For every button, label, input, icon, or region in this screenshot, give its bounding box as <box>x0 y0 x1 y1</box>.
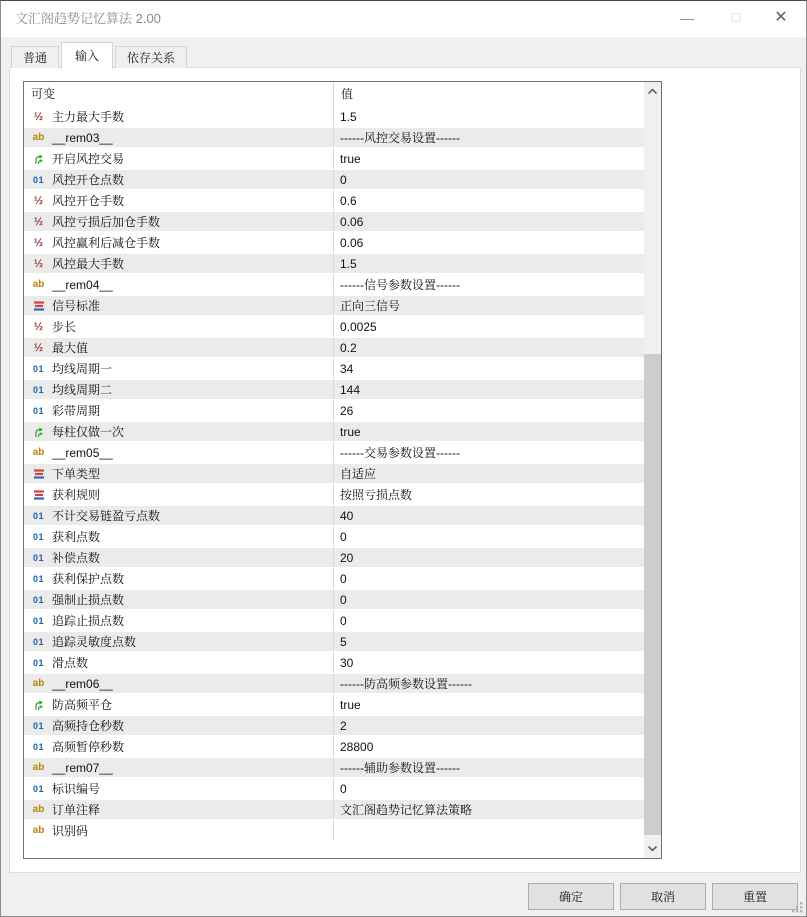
parameter-name-cell <box>24 758 333 777</box>
int-type-icon: 01 <box>32 363 44 374</box>
parameter-name-cell <box>24 380 333 399</box>
parameter-value-cell[interactable] <box>333 400 644 421</box>
parameter-name: 风控开仓点数 <box>52 173 125 187</box>
parameter-row[interactable] <box>24 568 644 589</box>
parameter-row[interactable] <box>24 757 644 778</box>
parameter-name-cell <box>24 674 333 693</box>
ok-button[interactable]: 确定 <box>528 883 614 910</box>
parameter-value-cell[interactable] <box>333 358 644 379</box>
parameter-row[interactable] <box>24 400 644 421</box>
int-type-icon: 01 <box>32 741 44 752</box>
int-type-icon: 01 <box>32 594 44 605</box>
tab-dependencies[interactable]: 依存关系 <box>115 46 187 68</box>
parameter-value: 0 <box>340 529 347 544</box>
parameter-value: 0.06 <box>340 214 364 229</box>
parameter-name: 彩带周期 <box>52 404 101 418</box>
parameter-value: ------风控交易设置------ <box>340 131 460 145</box>
close-icon: ✕ <box>774 9 788 26</box>
parameter-value-cell[interactable] <box>333 820 644 841</box>
parameter-name-cell <box>24 422 333 441</box>
parameter-name-cell <box>24 254 333 273</box>
int-type-icon: 01 <box>32 636 44 647</box>
parameter-row[interactable] <box>24 694 644 715</box>
parameter-value-cell[interactable] <box>333 484 644 505</box>
parameter-row[interactable] <box>24 379 644 400</box>
cancel-button[interactable]: 取消 <box>620 883 706 910</box>
parameter-name: 不计交易链盈亏点数 <box>52 509 161 523</box>
parameter-name-cell <box>24 694 333 715</box>
resize-grip-icon[interactable] <box>791 901 803 913</box>
parameter-name: 追踪止损点数 <box>52 614 125 628</box>
parameter-name-cell <box>24 212 333 231</box>
parameter-row[interactable] <box>24 148 644 169</box>
parameter-name: 获利点数 <box>52 530 101 544</box>
parameter-value-cell[interactable] <box>333 128 644 147</box>
parameter-value: 5 <box>340 634 347 649</box>
string-type-icon: ab <box>32 678 45 689</box>
parameter-row[interactable] <box>24 274 644 295</box>
parameter-name-cell <box>24 296 333 315</box>
parameter-value-cell[interactable] <box>333 380 644 399</box>
parameter-value-cell[interactable] <box>333 442 644 463</box>
string-type-icon: ab <box>32 762 45 773</box>
parameter-name-cell <box>24 632 333 651</box>
parameter-name-cell <box>24 232 333 253</box>
parameter-name: 识别码 <box>52 824 89 838</box>
parameter-row[interactable] <box>24 421 644 442</box>
parameter-name: 追踪灵敏度点数 <box>52 635 137 649</box>
parameter-name: 均线周期二 <box>52 383 113 397</box>
tab-common[interactable]: 普通 <box>11 46 59 68</box>
parameter-row[interactable] <box>24 652 644 673</box>
scroll-up-button[interactable] <box>644 82 661 101</box>
string-type-icon: ab <box>32 279 45 290</box>
maximize-icon: ☐ <box>730 11 742 25</box>
string-type-icon: ab <box>32 825 45 836</box>
column-header-variable: 可变 <box>31 87 56 101</box>
parameter-name-cell <box>24 464 333 483</box>
parameter-name-cell <box>24 400 333 421</box>
title-bar <box>1 1 806 37</box>
parameter-name-cell <box>24 128 333 147</box>
parameter-name: 最大值 <box>52 341 89 355</box>
chevron-up-icon <box>648 89 657 94</box>
parameter-row[interactable] <box>24 631 644 652</box>
parameter-value: ------信号参数设置------ <box>340 278 460 292</box>
parameter-value-cell[interactable] <box>333 716 644 735</box>
enum-type-icon <box>30 489 47 501</box>
parameter-name: __rem07__ <box>52 760 113 775</box>
parameter-value: 0 <box>340 592 347 607</box>
minimize-icon: — <box>680 10 694 26</box>
parameter-name: 均线周期一 <box>52 362 113 376</box>
parameter-value-cell[interactable] <box>333 652 644 673</box>
parameter-value-cell[interactable] <box>333 610 644 631</box>
parameter-name-cell <box>24 506 333 525</box>
parameter-value-cell[interactable] <box>333 190 644 211</box>
parameter-value: 26 <box>340 403 354 418</box>
parameter-value-cell[interactable] <box>333 674 644 693</box>
enum-type-icon <box>30 300 47 312</box>
parameter-value-cell[interactable] <box>333 106 644 127</box>
parameter-value: 2 <box>340 718 347 733</box>
parameter-value: true <box>340 424 361 439</box>
string-type-icon: ab <box>32 132 45 143</box>
parameter-name: 补偿点数 <box>52 551 101 565</box>
parameter-value: 0.6 <box>340 193 357 208</box>
parameter-value: 28800 <box>340 739 374 754</box>
parameter-row[interactable] <box>24 589 644 610</box>
parameter-name-cell <box>24 526 333 547</box>
inputs-tab-page <box>9 67 801 873</box>
string-type-icon: ab <box>32 447 45 458</box>
parameter-name-cell <box>24 820 333 841</box>
parameter-value-cell[interactable] <box>333 422 644 441</box>
parameter-row[interactable] <box>24 442 644 463</box>
parameter-name-cell <box>24 148 333 169</box>
parameter-name-cell <box>24 442 333 463</box>
parameter-name: 风控开仓手数 <box>52 194 125 208</box>
enum-type-icon <box>30 468 47 480</box>
parameter-name: 获利规则 <box>52 488 101 502</box>
parameter-name-cell <box>24 190 333 211</box>
parameter-value-cell[interactable] <box>333 694 644 715</box>
parameter-value: 文汇阁趋势记忆算法策略 <box>340 803 473 817</box>
parameter-value: 按照亏损点数 <box>340 488 413 502</box>
parameter-name-cell <box>24 358 333 379</box>
parameter-row[interactable] <box>24 610 644 631</box>
parameters-table <box>23 81 662 859</box>
parameter-name: 订单注释 <box>52 803 101 817</box>
parameter-name: 下单类型 <box>52 467 101 481</box>
double-type-icon: ½ <box>33 215 44 228</box>
scroll-down-button[interactable] <box>644 839 661 858</box>
parameter-value: ------交易参数设置------ <box>340 446 460 460</box>
parameter-name: 主力最大手数 <box>52 110 125 124</box>
parameter-value-cell[interactable] <box>333 338 644 357</box>
parameter-value-cell[interactable] <box>333 232 644 253</box>
double-type-icon: ½ <box>33 194 44 207</box>
int-type-icon: 01 <box>32 552 44 563</box>
column-header-value: 值 <box>333 82 661 106</box>
parameter-name-cell <box>24 106 333 127</box>
minimize-button[interactable] <box>670 1 704 35</box>
bool-type-icon <box>30 426 47 438</box>
parameter-row[interactable] <box>24 232 644 253</box>
parameter-name-cell <box>24 484 333 505</box>
parameter-value: 144 <box>340 382 361 397</box>
parameter-row[interactable] <box>24 778 644 799</box>
parameter-value-cell[interactable] <box>333 254 644 273</box>
parameter-value: 40 <box>340 508 354 523</box>
tab-inputs[interactable]: 输入 <box>61 42 113 69</box>
double-type-icon: ½ <box>33 236 44 249</box>
parameter-name-cell <box>24 316 333 337</box>
double-type-icon: ½ <box>33 341 44 354</box>
tab-strip <box>11 41 189 68</box>
parameter-name: 高频暂停秒数 <box>52 740 125 754</box>
parameter-name-cell <box>24 800 333 819</box>
parameter-name: __rem04__ <box>52 277 113 292</box>
parameter-value: 1.5 <box>340 256 357 271</box>
parameter-name: 信号标准 <box>52 299 101 313</box>
parameter-name-cell <box>24 548 333 567</box>
parameter-row[interactable] <box>24 505 644 526</box>
parameter-row[interactable] <box>24 526 644 547</box>
bool-type-icon <box>30 153 47 165</box>
parameter-value-cell[interactable] <box>333 548 644 567</box>
parameter-row[interactable] <box>24 715 644 736</box>
parameter-value: 34 <box>340 361 354 376</box>
parameter-name: 步长 <box>52 320 77 334</box>
parameter-name-cell <box>24 716 333 735</box>
parameter-value: ------防高频参数设置------ <box>340 677 472 691</box>
parameter-value: true <box>340 697 361 712</box>
double-type-icon: ½ <box>33 110 44 123</box>
vertical-scrollbar[interactable] <box>644 82 661 858</box>
parameter-value-cell[interactable] <box>333 170 644 189</box>
parameter-name: __rem03__ <box>52 130 113 145</box>
parameter-value-cell[interactable] <box>333 778 644 799</box>
int-type-icon: 01 <box>32 531 44 542</box>
parameter-row[interactable] <box>24 337 644 358</box>
parameter-row[interactable] <box>24 190 644 211</box>
parameter-value-cell[interactable] <box>333 148 644 169</box>
parameter-row[interactable] <box>24 253 644 274</box>
parameter-rows <box>24 106 644 858</box>
parameter-name: 强制止损点数 <box>52 593 125 607</box>
parameter-value-cell[interactable] <box>333 568 644 589</box>
table-header <box>24 82 661 106</box>
parameter-row[interactable] <box>24 673 644 694</box>
parameter-value: true <box>340 151 361 166</box>
parameter-value: 30 <box>340 655 354 670</box>
parameter-value-cell[interactable] <box>333 800 644 819</box>
parameter-name-cell <box>24 610 333 631</box>
parameter-name-cell <box>24 778 333 799</box>
parameter-value: 0 <box>340 172 347 187</box>
parameter-name: __rem05__ <box>52 445 113 460</box>
parameter-row[interactable] <box>24 799 644 820</box>
bool-type-icon <box>30 699 47 711</box>
parameter-name-cell <box>24 338 333 357</box>
parameter-value: 0 <box>340 571 347 586</box>
parameter-value-cell[interactable] <box>333 296 644 315</box>
double-type-icon: ½ <box>33 257 44 270</box>
int-type-icon: 01 <box>32 615 44 626</box>
parameter-name-cell <box>24 736 333 757</box>
int-type-icon: 01 <box>32 573 44 584</box>
parameter-name-cell <box>24 170 333 189</box>
int-type-icon: 01 <box>32 720 44 731</box>
parameter-name: 风控亏损后加仓手数 <box>52 215 161 229</box>
parameter-name: 风控赢利后减仓手数 <box>52 236 161 250</box>
parameter-value-cell[interactable] <box>333 526 644 547</box>
parameter-row[interactable] <box>24 106 644 127</box>
parameter-row[interactable] <box>24 358 644 379</box>
parameter-value-cell[interactable] <box>333 590 644 609</box>
close-button[interactable] <box>764 1 798 35</box>
int-type-icon: 01 <box>32 384 44 395</box>
parameter-value-cell[interactable] <box>333 316 644 337</box>
parameter-row[interactable] <box>24 211 644 232</box>
parameter-value: 0.06 <box>340 235 364 250</box>
parameter-value: 自适应 <box>340 467 377 481</box>
parameter-name: 防高频平仓 <box>52 698 113 712</box>
reset-button[interactable]: 重置 <box>712 883 798 910</box>
parameter-row[interactable] <box>24 295 644 316</box>
parameter-name-cell <box>24 652 333 673</box>
parameter-name: 风控最大手数 <box>52 257 125 271</box>
string-type-icon: ab <box>32 804 45 815</box>
parameter-value-cell[interactable] <box>333 758 644 777</box>
parameter-value-cell[interactable] <box>333 632 644 651</box>
scrollbar-thumb[interactable] <box>644 354 661 835</box>
int-type-icon: 01 <box>32 405 44 416</box>
parameter-value: 1.5 <box>340 109 357 124</box>
int-type-icon: 01 <box>32 510 44 521</box>
parameter-value: 0.2 <box>340 340 357 355</box>
parameter-name: 标识编号 <box>52 782 101 796</box>
double-type-icon: ½ <box>33 320 44 333</box>
parameter-name: 高频持仓秒数 <box>52 719 125 733</box>
parameter-value: 0 <box>340 613 347 628</box>
parameter-value-cell[interactable] <box>333 506 644 525</box>
parameter-name-cell <box>24 568 333 589</box>
parameter-value: 0 <box>340 781 347 796</box>
int-type-icon: 01 <box>32 174 44 185</box>
parameter-value: 0.0025 <box>340 319 377 334</box>
parameter-row[interactable] <box>24 484 644 505</box>
parameter-value: 20 <box>340 550 354 565</box>
parameter-row[interactable] <box>24 820 644 841</box>
chevron-down-icon <box>648 846 657 851</box>
parameter-value: ------辅助参数设置------ <box>340 761 460 775</box>
parameter-name: 获利保护点数 <box>52 572 125 586</box>
parameter-value-cell[interactable] <box>333 212 644 231</box>
parameter-name-cell <box>24 274 333 295</box>
parameter-row[interactable] <box>24 463 644 484</box>
parameter-name: 开启风控交易 <box>52 152 125 166</box>
parameter-value: 正向三信号 <box>340 299 401 313</box>
parameter-name: 滑点数 <box>52 656 89 670</box>
int-type-icon: 01 <box>32 657 44 668</box>
parameter-value-cell[interactable] <box>333 464 644 483</box>
parameter-value-cell[interactable] <box>333 274 644 295</box>
parameter-name-cell <box>24 590 333 609</box>
parameter-name: __rem06__ <box>52 676 113 691</box>
parameter-row[interactable] <box>24 127 644 148</box>
maximize-button[interactable] <box>719 1 753 35</box>
window-title: 文汇阁趋势记忆算法 2.00 <box>15 11 161 26</box>
parameter-row[interactable] <box>24 736 644 757</box>
int-type-icon: 01 <box>32 783 44 794</box>
parameter-row[interactable] <box>24 169 644 190</box>
parameter-value-cell[interactable] <box>333 736 644 757</box>
parameter-row[interactable] <box>24 316 644 337</box>
parameter-name: 每柱仅做一次 <box>52 425 125 439</box>
parameter-row[interactable] <box>24 547 644 568</box>
